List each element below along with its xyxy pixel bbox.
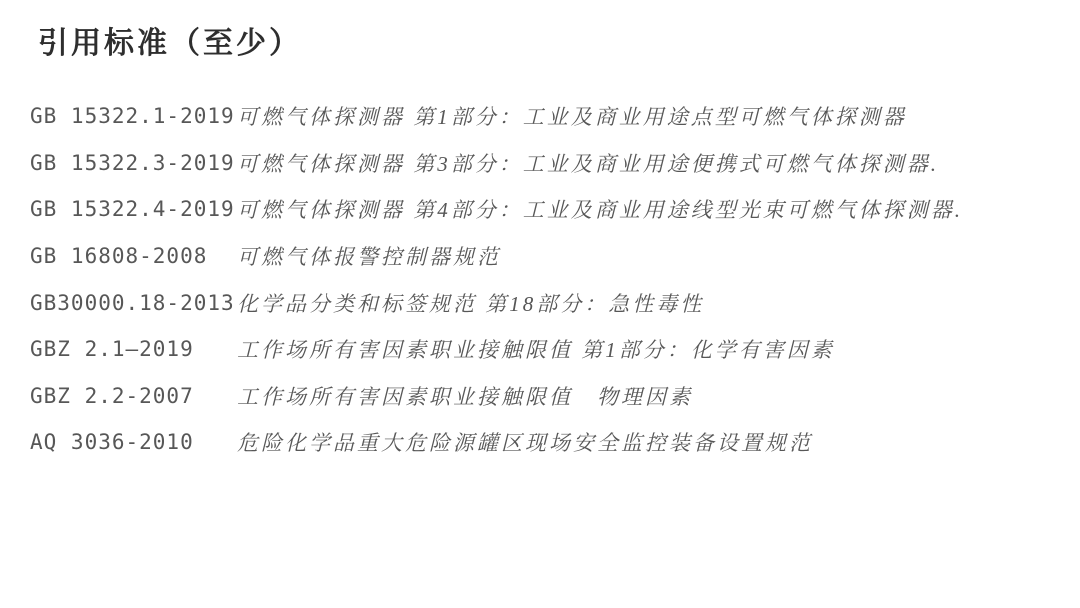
page-title: 引用标准（至少） [38, 27, 302, 60]
standard-code: GBZ 2.2-2007 [30, 383, 194, 408]
standard-title: 危险化学品重大危险源罐区现场安全监控装备设置规范 [237, 431, 813, 456]
standard-title: 可燃气体探测器 第4部分：工业及商业用途线型光束可燃气体探测器. [237, 198, 963, 223]
standard-code: GB 15322.1-2019 [30, 104, 235, 129]
standard-row [30, 233, 1060, 280]
standard-code: GB 15322.3-2019 [30, 150, 235, 175]
standards-list [30, 93, 1060, 466]
standard-row [30, 140, 1060, 187]
standard-title: 可燃气体报警控制器规范 [237, 245, 501, 270]
standard-title: 可燃气体探测器 第1部分：工业及商业用途点型可燃气体探测器 [237, 105, 907, 130]
standard-row [30, 326, 1060, 373]
standard-title: 工作场所有害因素职业接触限值 第1部分：化学有害因素 [237, 338, 835, 363]
standard-row [30, 93, 1060, 140]
standard-title: 化学品分类和标签规范 第18部分：急性毒性 [237, 291, 705, 316]
standard-row [30, 186, 1060, 233]
standard-title: 工作场所有害因素职业接触限值 物理因素 [237, 384, 693, 409]
standard-row [30, 279, 1060, 326]
standard-row [30, 419, 1060, 466]
standard-code: GB 15322.4-2019 [30, 197, 235, 222]
standard-code: GB30000.18-2013 [30, 290, 235, 315]
standard-row [30, 373, 1060, 420]
standard-code: GB 16808-2008 [30, 244, 208, 269]
standard-code: AQ 3036-2010 [30, 430, 194, 455]
standard-code: GBZ 2.1—2019 [30, 337, 194, 362]
standard-title: 可燃气体探测器 第3部分：工业及商业用途便携式可燃气体探测器. [237, 151, 939, 176]
